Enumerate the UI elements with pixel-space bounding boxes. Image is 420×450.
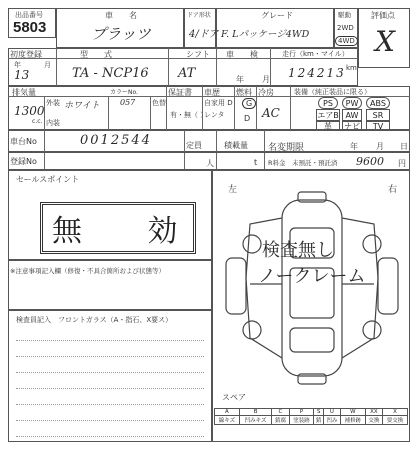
displacement-label: 排気量 bbox=[12, 88, 36, 97]
car-name-label: 車 名 bbox=[105, 11, 137, 20]
inspector-section bbox=[8, 310, 212, 442]
legend-code: U bbox=[323, 409, 340, 416]
first-reg-label: 初度登録 bbox=[10, 50, 42, 59]
void-stamp-text: 無 効 bbox=[52, 214, 206, 249]
rental-label: レンタ bbox=[204, 111, 225, 119]
legend-meaning: 凹み bbox=[323, 416, 340, 425]
vehicle-type-value: 自家用 D bbox=[204, 99, 233, 107]
outer-color-value: ホワイト bbox=[64, 101, 100, 111]
grade-label: グレード bbox=[261, 11, 293, 20]
legend-code: A bbox=[215, 409, 240, 416]
legend-code: B bbox=[239, 409, 272, 416]
diagram-overlay-1: 検査無し bbox=[262, 240, 334, 261]
equipment-label: 装備（純正装品に限る） bbox=[294, 88, 371, 96]
equip-sr: SR bbox=[366, 109, 390, 121]
equip-tv: TV bbox=[366, 121, 390, 130]
capacity-label: 定員 bbox=[186, 141, 202, 150]
color-code-value: 057 bbox=[120, 98, 136, 107]
diagram-left-label: 左 bbox=[228, 185, 238, 195]
year-unit: 年 bbox=[14, 61, 21, 69]
shift-value: AT bbox=[178, 66, 196, 81]
model-value: TA - NCP16 bbox=[72, 66, 149, 81]
fuel-label: 燃料 bbox=[236, 88, 252, 97]
car-name-box bbox=[56, 8, 184, 48]
legend-meaning: 交換 bbox=[365, 416, 382, 425]
color-change-label: 色替 bbox=[152, 99, 166, 107]
legend-code: X bbox=[382, 409, 407, 416]
equip-ps: PS bbox=[318, 97, 338, 109]
registration-number-label: 登録No bbox=[10, 157, 37, 166]
ac-label: 冷房 bbox=[258, 88, 274, 97]
equip-airbag: エアB bbox=[317, 111, 339, 120]
capacity-unit: 人 bbox=[206, 159, 214, 168]
inspection-month-unit: 月 bbox=[262, 75, 270, 84]
equip-pw: PW bbox=[342, 97, 362, 109]
damage-legend-table bbox=[214, 408, 408, 425]
sales-point-label: セールスポイント bbox=[16, 175, 80, 184]
lot-number-value: 5803 bbox=[13, 19, 47, 36]
spare-label: スペア bbox=[222, 393, 246, 402]
model-label: 型 式 bbox=[80, 50, 112, 59]
load-unit: t bbox=[254, 158, 258, 167]
lot-number-box bbox=[8, 8, 56, 38]
mileage-label: 走行（km・マイル） bbox=[282, 50, 349, 58]
vehicle-history-label: 車歴 bbox=[204, 88, 220, 97]
evaluation-box bbox=[358, 8, 410, 68]
lot-number-label: 出品番号 bbox=[15, 11, 43, 19]
name-change-month-unit: 月 bbox=[376, 142, 384, 151]
load-label: 積載量 bbox=[224, 141, 248, 150]
equip-aw: AW bbox=[342, 109, 362, 121]
recycle-fee-unit: 円 bbox=[398, 159, 406, 168]
inspection-label: 車 検 bbox=[226, 50, 258, 59]
color-code-label: カラーNo. bbox=[110, 89, 138, 96]
legend-code: P bbox=[289, 409, 314, 416]
evaluation-value: X bbox=[375, 25, 395, 58]
grade-box bbox=[216, 8, 334, 48]
fuel-value-2: D bbox=[244, 114, 251, 123]
fuel-value: G bbox=[242, 98, 256, 109]
equip-abs: ABS bbox=[366, 97, 390, 109]
drive-4wd: 4WD bbox=[335, 36, 358, 46]
chassis-label: 車台No bbox=[10, 137, 37, 146]
equip-nav: ナビ bbox=[344, 122, 360, 131]
name-change-label: 名変期限 bbox=[268, 143, 305, 153]
warranty-options: 有・無（ ） bbox=[170, 111, 208, 119]
car-name-value: プラッツ bbox=[91, 25, 151, 43]
door-label: ドア形状 bbox=[187, 12, 211, 19]
legend-code: S bbox=[314, 409, 323, 416]
inspector-label: 検査員記入 フロントガラス（A・指石、X要ス） bbox=[16, 316, 173, 324]
equip-leather: 革 bbox=[316, 121, 340, 130]
outer-color-label: 外装 bbox=[46, 99, 60, 107]
recycle-fee-text: R料金 未預託・預託済 bbox=[268, 159, 338, 167]
door-box bbox=[184, 8, 219, 48]
name-change-day-unit: 日 bbox=[400, 142, 408, 151]
registration-number-row bbox=[8, 152, 410, 170]
legend-meaning: 錆腐 bbox=[272, 416, 289, 425]
displacement-value: 1300 bbox=[14, 104, 45, 118]
legend-meaning: 凹みキズ bbox=[239, 416, 272, 425]
legend-code: W bbox=[340, 409, 365, 416]
warranty-label: 保証書 bbox=[168, 88, 192, 97]
legend-code: XX bbox=[365, 409, 382, 416]
mileage-value: 124213 bbox=[288, 66, 346, 80]
drive-label: 駆動 bbox=[338, 11, 351, 19]
reg-year-value: 13 bbox=[14, 68, 30, 82]
diagram-right-label: 右 bbox=[388, 185, 398, 195]
chassis-value: 0012544 bbox=[80, 133, 152, 148]
ac-value: AC bbox=[262, 106, 280, 120]
notes-label: ※注意事項記入欄（修復・不具合箇所および状態等） bbox=[10, 267, 165, 275]
shift-label: シフト bbox=[186, 50, 210, 59]
legend-code: C bbox=[272, 409, 289, 416]
legend-meaning: 線キズ bbox=[215, 416, 240, 425]
legend-meaning: 錆 bbox=[314, 416, 323, 425]
name-change-year-unit: 年 bbox=[350, 142, 358, 151]
legend-meaning: 補修跡 bbox=[340, 416, 365, 425]
recycle-fee-value: 9600 bbox=[356, 155, 384, 168]
displacement-unit: c.c. bbox=[32, 118, 43, 125]
evaluation-label: 評価点 bbox=[371, 11, 395, 20]
door-value: 4/ドア bbox=[189, 29, 219, 40]
inspection-year-unit: 年 bbox=[236, 75, 244, 84]
drive-box bbox=[334, 8, 358, 48]
legend-meaning: 要交換 bbox=[382, 416, 407, 425]
grade-value: F. Lパッケージ4WD bbox=[221, 29, 310, 40]
legend-meaning: 塗装跡 bbox=[289, 416, 314, 425]
drive-2wd: 2WD bbox=[337, 24, 354, 32]
car-diagram-icon bbox=[222, 188, 402, 388]
month-unit: 月 bbox=[44, 61, 51, 69]
mileage-unit: km bbox=[346, 64, 357, 72]
inner-color-label: 内装 bbox=[46, 119, 60, 127]
diagram-overlay-2: ノークレーム bbox=[258, 266, 366, 287]
